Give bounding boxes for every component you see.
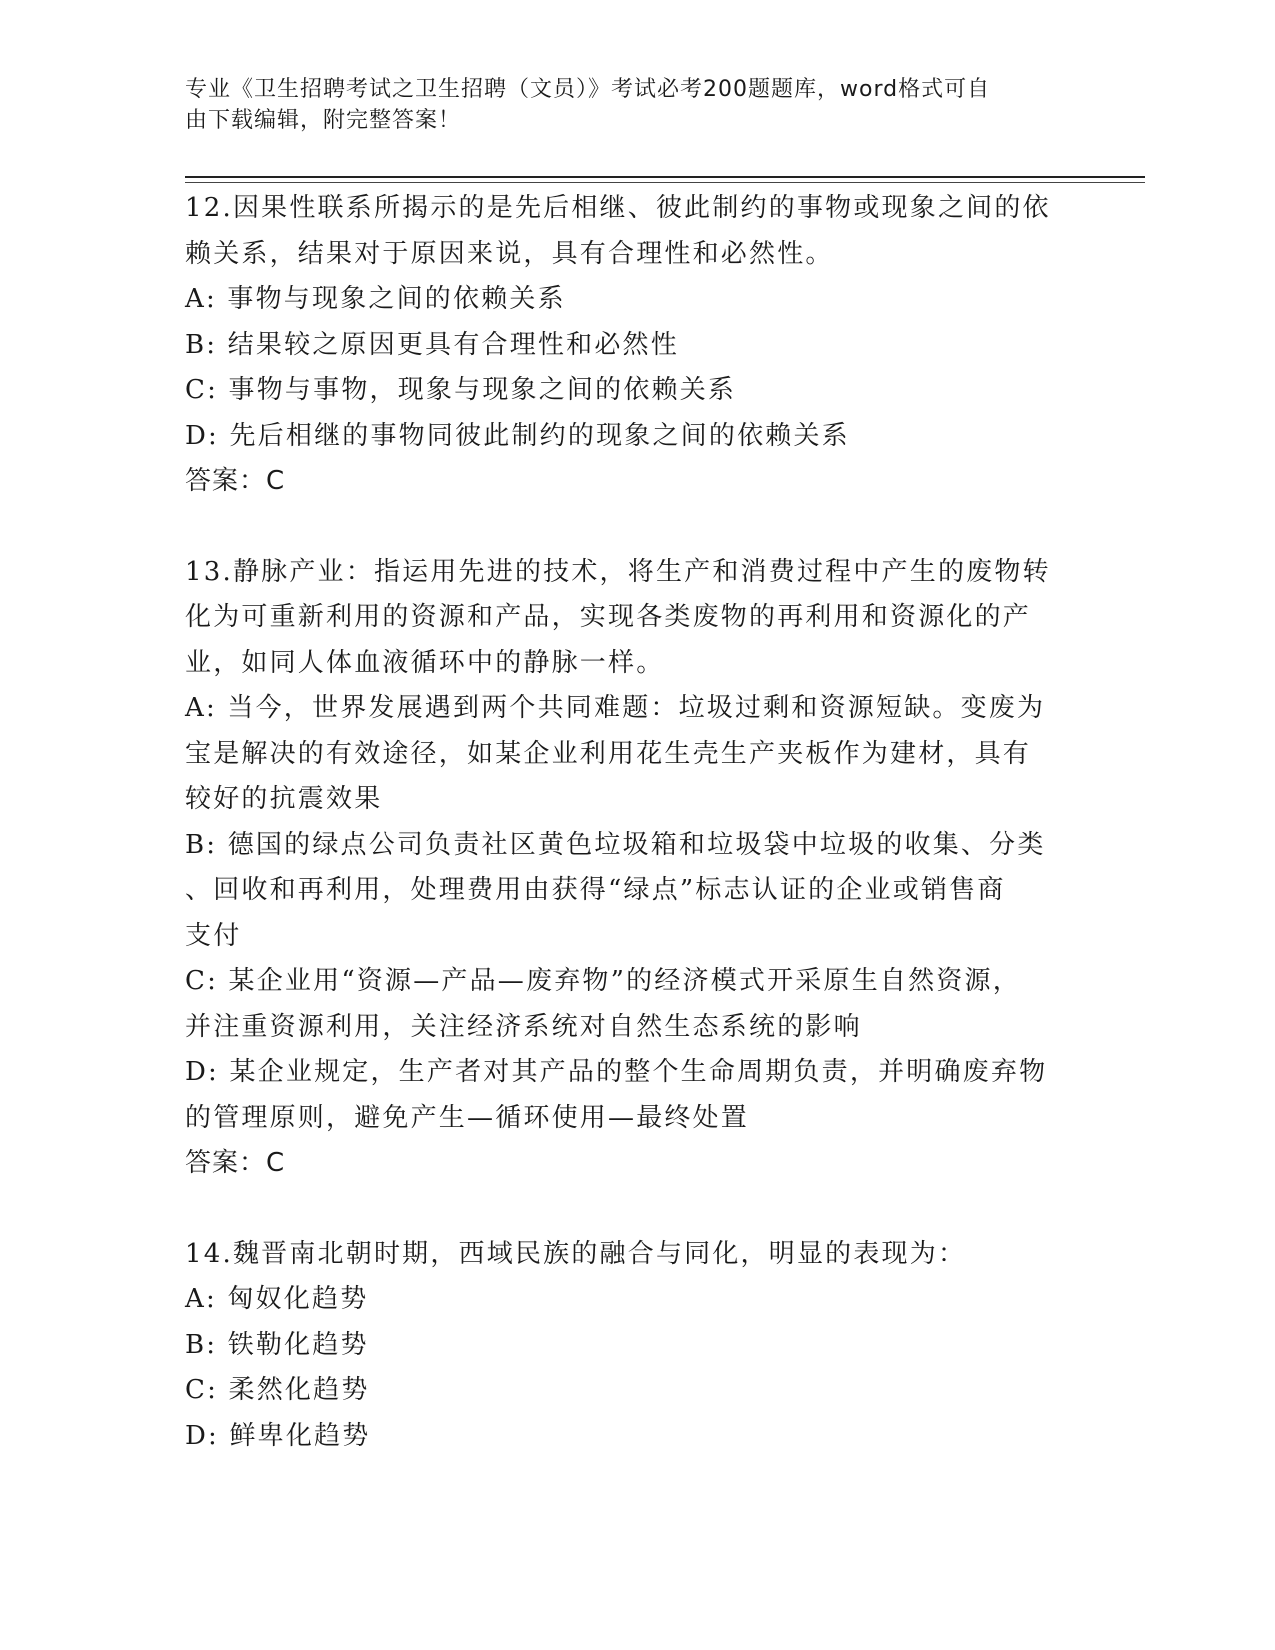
- option-b: [185, 1323, 1075, 1369]
- option-d: [185, 1414, 1075, 1460]
- stem-line: 14.魏晋南北朝时期，西域民族的融合与同化，明显的表现为：: [185, 1238, 967, 1269]
- option-line: 支付: [185, 920, 242, 951]
- option-a: [185, 686, 1075, 823]
- answer-text: 答案：C: [185, 1148, 286, 1178]
- option-b: [185, 823, 1075, 960]
- option-line: D: 某企业规定，生产者对其产品的整个生命周期负责，并明确废弃物: [185, 1057, 1048, 1087]
- option-a: [185, 277, 1075, 323]
- option-line: 并注重资源利用，关注经济系统对自然生态系统的影响: [185, 1011, 862, 1042]
- option-d: [185, 1050, 1075, 1141]
- option-a: [185, 1277, 1075, 1323]
- option-line: A: 当今，世界发展遇到两个共同难题：垃圾过剩和资源短缺。变废为: [185, 693, 1046, 723]
- option-line: C: 事物与事物，现象与现象之间的依赖关系: [185, 375, 737, 405]
- stem-line: 化为可重新利用的资源和产品，实现各类废物的再利用和资源化的产: [185, 602, 1032, 632]
- option-line: C: 柔然化趋势: [185, 1375, 370, 1405]
- header-line: 由下载编辑，附完整答案！: [185, 108, 462, 133]
- option-line: B: 铁勒化趋势: [185, 1329, 369, 1360]
- answer-text: 答案：C: [185, 466, 286, 496]
- option-line: A: 匈奴化趋势: [185, 1284, 369, 1314]
- document-header: [185, 74, 1065, 136]
- option-line: 、回收和再利用，处理费用由获得“绿点”标志认证的企业或销售商: [185, 875, 1006, 905]
- header-divider-thick: [185, 176, 1145, 178]
- question-list: [185, 186, 1075, 1459]
- answer: [185, 459, 1075, 505]
- option-line: B: 结果较之原因更具有合理性和必然性: [185, 329, 679, 360]
- stem-line: 业，如同人体血液循环中的静脉一样。: [185, 647, 665, 678]
- option-line: A: 事物与现象之间的依赖关系: [185, 284, 566, 314]
- option-b: [185, 323, 1075, 369]
- option-line: B: 德国的绿点公司负责社区黄色垃圾箱和垃圾袋中垃圾的收集、分类: [185, 829, 1046, 860]
- answer: [185, 1141, 1075, 1187]
- stem-line: 13.静脉产业：指运用先进的技术，将生产和消费过程中产生的废物转: [185, 556, 1051, 587]
- question-13: [185, 550, 1075, 1187]
- option-line: 的管理原则，避免产生—循环使用—最终处置: [185, 1102, 750, 1133]
- option-d: [185, 414, 1075, 460]
- question-stem: [185, 186, 1075, 277]
- question-spacer: [185, 1187, 1075, 1232]
- option-line: C: 某企业用“资源—产品—废弃物”的经济模式开采原生自然资源，: [185, 966, 1021, 996]
- option-c: [185, 959, 1075, 1050]
- option-line: 较好的抗震效果: [185, 784, 383, 814]
- option-c: [185, 368, 1075, 414]
- option-c: [185, 1368, 1075, 1414]
- question-stem: [185, 550, 1075, 687]
- option-line: D: 鲜卑化趋势: [185, 1420, 371, 1451]
- question-spacer: [185, 505, 1075, 550]
- question-14: [185, 1232, 1075, 1460]
- option-line: D: 先后相继的事物同彼此制约的现象之间的依赖关系: [185, 420, 850, 451]
- question-stem: [185, 1232, 1075, 1278]
- question-12: [185, 186, 1075, 505]
- stem-line: 赖关系，结果对于原因来说，具有合理性和必然性。: [185, 238, 834, 269]
- stem-line: 12.因果性联系所揭示的是先后相继、彼此制约的事物或现象之间的依: [185, 193, 1051, 223]
- header-line: 专业《卫生招聘考试之卫生招聘（文员）》考试必考200题题库，word格式可自: [185, 77, 991, 102]
- header-divider-thin: [185, 182, 1145, 183]
- option-line: 宝是解决的有效途径，如某企业利用花生壳生产夹板作为建材，具有: [185, 738, 1032, 769]
